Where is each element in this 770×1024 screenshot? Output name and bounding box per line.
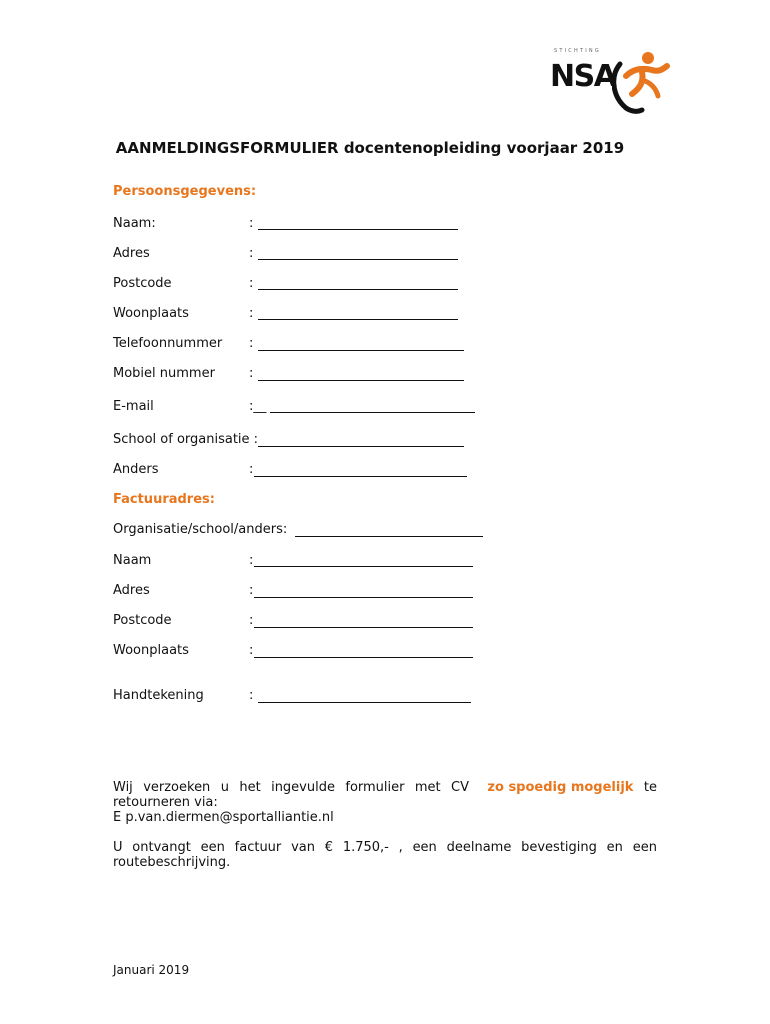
- colon: :__: [249, 399, 267, 414]
- organisatie-input-line[interactable]: [295, 536, 483, 537]
- telefoonnummer-input-line[interactable]: [258, 350, 464, 351]
- instructions-line-2: retourneren via:: [113, 795, 218, 810]
- field-label-school-of-organisatie: School of organisatie :: [113, 432, 259, 447]
- word: factuur: [234, 840, 282, 855]
- highlight-text: zo spoedig mogelijk: [487, 780, 634, 795]
- field-label-email: E-mail: [113, 399, 154, 414]
- word: en: [606, 840, 623, 855]
- word: met: [414, 780, 441, 795]
- page-title: AANMELDINGSFORMULIER docentenopleiding voorjaar 2019: [115, 139, 625, 157]
- instructions-paragraph: [113, 780, 657, 825]
- field-label-naam: Naam:: [113, 216, 156, 231]
- email-link[interactable]: E p.van.diermen@sportalliantie.nl: [113, 810, 334, 825]
- invoice-note-line-1: [113, 840, 657, 855]
- colon: :: [249, 336, 254, 351]
- colon: :: [249, 643, 254, 658]
- nsa-logo: [548, 48, 670, 114]
- school-input-line[interactable]: [258, 446, 464, 447]
- word: €: [324, 840, 334, 855]
- invoice-label-adres: Adres: [113, 583, 150, 598]
- colon: :: [249, 276, 254, 291]
- colon: :: [249, 216, 254, 231]
- word: Wij: [113, 780, 133, 795]
- word: van: [291, 840, 315, 855]
- instructions-line-1: [113, 780, 657, 795]
- colon: :: [249, 462, 254, 477]
- invoice-postcode-input-line[interactable]: [254, 627, 473, 628]
- word: ontvangt: [132, 840, 191, 855]
- invoice-label-postcode: Postcode: [113, 613, 172, 628]
- naam-input-line[interactable]: [258, 229, 458, 230]
- word: U: [113, 840, 123, 855]
- woonplaats-input-line[interactable]: [258, 319, 458, 320]
- signature-label: Handtekening: [113, 688, 204, 703]
- field-label-postcode: Postcode: [113, 276, 172, 291]
- word: een: [412, 840, 437, 855]
- word: ingevulde: [271, 780, 335, 795]
- colon: :: [249, 366, 254, 381]
- word: het: [239, 780, 261, 795]
- field-label-adres: Adres: [113, 246, 150, 261]
- invoice-label-naam: Naam: [113, 553, 152, 568]
- invoice-note-paragraph: [113, 840, 657, 870]
- field-label-woonplaats: Woonplaats: [113, 306, 189, 321]
- word: verzoeken: [143, 780, 211, 795]
- field-label-mobiel-nummer: Mobiel nummer: [113, 366, 215, 381]
- personal-heading: Persoonsgegevens:: [113, 184, 257, 199]
- word: CV: [451, 780, 470, 795]
- signature-input-line[interactable]: [258, 702, 471, 703]
- anders-input-line[interactable]: [254, 476, 467, 477]
- logo-tagline: STICHTING: [554, 48, 601, 54]
- invoice-adres-input-line[interactable]: [254, 597, 473, 598]
- word: u: [220, 780, 229, 795]
- adres-input-line[interactable]: [258, 259, 458, 260]
- word: te: [643, 780, 657, 795]
- invoice-naam-input-line[interactable]: [254, 566, 473, 567]
- invoice-woonplaats-input-line[interactable]: [254, 657, 473, 658]
- postcode-input-line[interactable]: [258, 289, 458, 290]
- word: 1.750,-: [342, 840, 389, 855]
- email-input-line[interactable]: [270, 412, 475, 413]
- invoice-heading: Factuuradres:: [113, 492, 215, 507]
- invoice-label-woonplaats: Woonplaats: [113, 643, 189, 658]
- word: deelname: [446, 840, 512, 855]
- colon: :: [249, 553, 254, 568]
- word: ,: [398, 840, 403, 855]
- runner-icon: [612, 50, 670, 114]
- colon: :: [249, 306, 254, 321]
- colon: :: [249, 583, 254, 598]
- footer-date: Januari 2019: [113, 963, 190, 977]
- word: formulier: [345, 780, 405, 795]
- invoice-note-line-2: routebeschrijving.: [113, 855, 231, 870]
- field-label-telefoonnummer: Telefoonnummer: [113, 336, 223, 351]
- logo-text: NSA: [550, 59, 616, 94]
- word: een: [200, 840, 225, 855]
- field-label-anders: Anders: [113, 462, 159, 477]
- colon: :: [249, 688, 254, 703]
- colon: :: [249, 613, 254, 628]
- mobiel-nummer-input-line[interactable]: [258, 380, 464, 381]
- word: bevestiging: [521, 840, 597, 855]
- word: een: [632, 840, 657, 855]
- colon: :: [249, 246, 254, 261]
- field-label-organisatie: Organisatie/school/anders:: [113, 522, 288, 537]
